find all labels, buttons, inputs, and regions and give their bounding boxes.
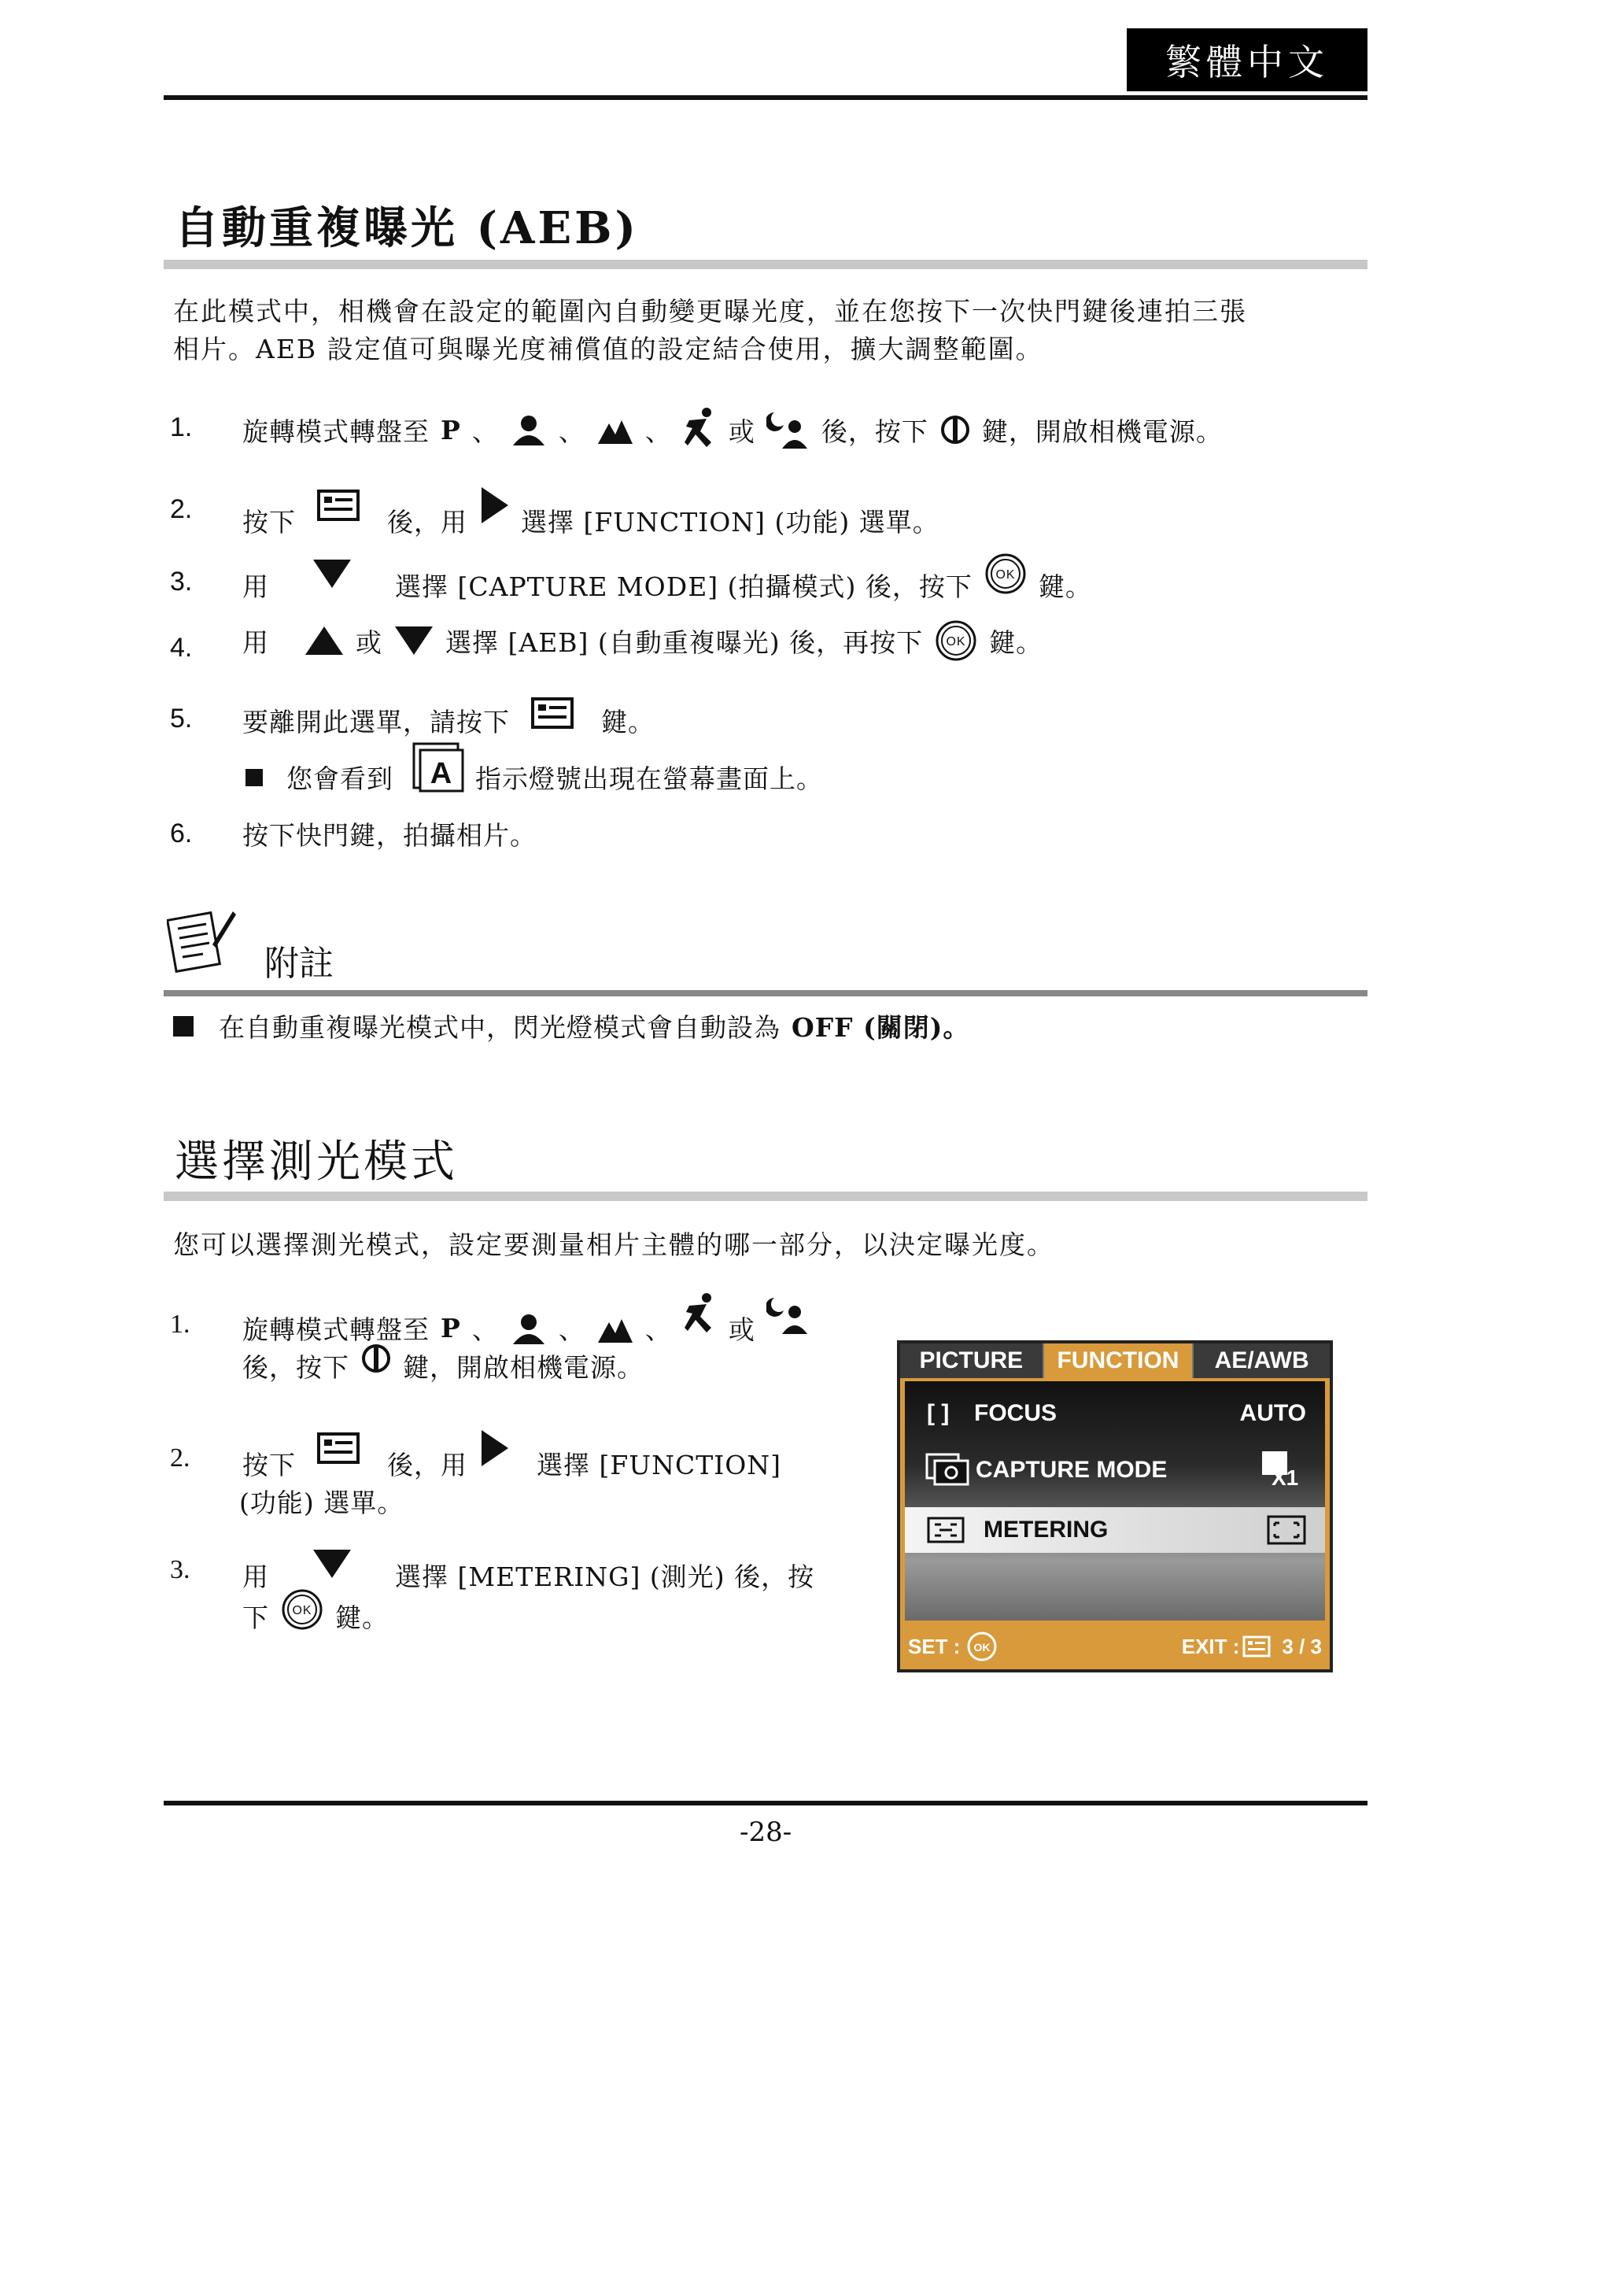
menu-button-icon <box>316 1432 360 1465</box>
menu-button-icon <box>530 697 574 730</box>
ok-button-icon <box>984 552 1028 596</box>
step-text: (功能) 選單。 <box>239 1488 404 1518</box>
or-text: 或 <box>728 416 755 447</box>
ok-button-icon <box>280 1587 324 1632</box>
bullet-text: 您會看到 <box>286 763 393 794</box>
menu-row-label: FOCUS <box>974 1400 1057 1426</box>
step-4 <box>242 619 1043 663</box>
step-2 <box>242 471 939 539</box>
power-icon <box>939 414 971 445</box>
step-text: 選擇 [FUNCTION] <box>537 1450 782 1480</box>
footer-set-label: SET : <box>908 1634 961 1658</box>
menu-button-icon <box>1242 1635 1271 1658</box>
step-text: 鍵。 <box>335 1602 389 1633</box>
down-arrow-icon <box>312 558 352 589</box>
step-1 <box>242 406 1223 453</box>
portrait-mode-icon <box>510 1313 548 1344</box>
program-mode-label: P <box>441 414 461 445</box>
footer-exit-label: EXIT : <box>1181 1634 1240 1658</box>
down-arrow-icon <box>312 1548 352 1580</box>
down-arrow-icon <box>393 625 434 656</box>
intro-text <box>173 293 1247 368</box>
step-text: 按下 <box>242 1450 296 1480</box>
camera-menu-screenshot <box>897 1340 1333 1672</box>
step-text: 旋轉模式轉盤至 <box>242 1314 430 1345</box>
menu-row-focus <box>905 1391 1325 1436</box>
menu-button-icon <box>316 489 360 522</box>
section-rule <box>164 1192 1367 1201</box>
step-text: 下 <box>242 1602 269 1633</box>
landscape-mode-icon <box>596 414 634 445</box>
sports-mode-icon <box>683 406 718 453</box>
sub-bullet <box>245 738 823 796</box>
tab-picture: PICTURE <box>900 1343 1044 1378</box>
bullet-text: 指示燈號出現在螢幕畫面上。 <box>475 763 823 794</box>
step-text: 用 <box>242 571 269 602</box>
step-number: 1. <box>170 1310 190 1339</box>
metering-step-3-cont <box>242 1598 389 1635</box>
step-text: 鍵，開啟相機電源。 <box>981 416 1223 447</box>
header-rule <box>164 95 1367 100</box>
bullet-square <box>245 769 263 786</box>
menu-row-capture-mode <box>905 1447 1325 1493</box>
language-tab: 繁體中文 <box>1127 28 1367 91</box>
note-text-bold: OFF (關閉)。 <box>792 1012 970 1043</box>
right-arrow-icon <box>478 486 510 525</box>
camera-menu-tabs <box>900 1343 1330 1378</box>
sports-mode-icon <box>683 1292 718 1339</box>
step-number: 3. <box>170 567 193 597</box>
step-number: 2. <box>170 494 193 524</box>
metering-step-3 <box>242 1533 814 1594</box>
separator: 、 <box>644 416 672 447</box>
camera-menu-body <box>905 1381 1325 1621</box>
or-text: 或 <box>728 1314 755 1345</box>
step-number: 6. <box>170 819 193 848</box>
up-arrow-icon <box>304 625 345 656</box>
note-text <box>173 1007 969 1044</box>
metering-step-2 <box>242 1414 781 1482</box>
svg-text:A: A <box>430 756 453 790</box>
step-text: 後，用 <box>387 507 467 538</box>
step-text: 按下 <box>242 507 296 538</box>
night-portrait-icon <box>766 1296 810 1334</box>
or-text: 或 <box>356 626 382 658</box>
menu-row-value: AUTO <box>1239 1400 1306 1426</box>
svg-text:OK: OK <box>995 567 1016 582</box>
ok-button-icon <box>934 619 978 663</box>
svg-text:OK: OK <box>946 635 966 649</box>
step-text: 鍵。 <box>1038 571 1092 602</box>
note-pad-icon <box>167 905 238 973</box>
right-arrow-icon <box>478 1428 510 1468</box>
intro-line: 相片。AEB 設定值可與曝光度補償值的設定結合使用，擴大調整範圍。 <box>173 334 1043 364</box>
ok-button-icon <box>966 1631 998 1662</box>
note-text-part: 在自動重複曝光模式中，閃光燈模式會自動設為 <box>219 1012 781 1043</box>
step-number: 1. <box>170 412 193 442</box>
step-text: 選擇 [FUNCTION] (功能) 選單。 <box>521 507 939 538</box>
aeb-indicator-icon <box>412 742 464 793</box>
portrait-mode-icon <box>510 414 548 445</box>
metering-intro: 您可以選擇測光模式，設定要測量相片主體的哪一部分，以決定曝光度。 <box>173 1229 1054 1260</box>
step-text: 選擇 [AEB] (自動重複曝光) 後，再按下 <box>445 626 924 658</box>
focus-bracket-icon: [ ] <box>927 1400 950 1426</box>
bullet-square <box>173 1016 194 1037</box>
page-indicator: 3 / 3 <box>1282 1634 1322 1658</box>
power-icon <box>360 1343 392 1374</box>
step-text: 選擇 [CAPTURE MODE] (拍攝模式) 後，按下 <box>395 571 973 602</box>
separator: 、 <box>471 416 499 447</box>
night-portrait-icon <box>766 411 810 449</box>
camera-menu-footer <box>900 1624 1330 1669</box>
step-text: 後，按下 <box>242 1352 349 1383</box>
step-number: 3. <box>170 1555 190 1584</box>
metering-value-icon <box>1267 1515 1306 1545</box>
separator: 、 <box>471 1314 499 1345</box>
metering-step-1 <box>242 1283 810 1347</box>
step-text: 後，用 <box>387 1450 467 1480</box>
separator: 、 <box>644 1314 672 1345</box>
section-title-metering: 選擇測光模式 <box>175 1136 458 1188</box>
step-number: 5. <box>170 704 193 734</box>
note-title: 附註 <box>264 944 334 984</box>
step-6 <box>242 815 537 852</box>
footer-rule <box>164 1801 1367 1805</box>
step-text: 鍵。 <box>601 707 655 737</box>
step-text: 鍵，開啟相機電源。 <box>403 1352 644 1383</box>
svg-text:OK: OK <box>292 1603 312 1617</box>
metering-multi-icon <box>927 1517 965 1543</box>
step-text: 旋轉模式轉盤至 <box>242 416 430 447</box>
step-text: 選擇 [METERING] (測光) 後，按 <box>395 1561 815 1592</box>
separator: 、 <box>558 1314 585 1345</box>
intro-line: 在此模式中，相機會在設定的範圍內自動變更曝光度，並在您按下一次快門鍵後連拍三張 <box>173 296 1247 327</box>
program-mode-label: P <box>441 1313 461 1343</box>
step-text: 用 <box>242 626 269 658</box>
step-text: 用 <box>242 1561 269 1592</box>
capture-mode-icon <box>925 1453 971 1488</box>
step-text: 後，按下 <box>821 416 928 447</box>
svg-text:OK: OK <box>973 1641 991 1654</box>
single-shot-icon <box>1259 1451 1306 1489</box>
menu-row-value: X1 <box>1272 1465 1299 1490</box>
separator: 、 <box>558 416 585 447</box>
step-text: 鍵。 <box>989 626 1043 658</box>
step-number: 2. <box>170 1443 190 1473</box>
landscape-mode-icon <box>596 1313 634 1344</box>
step-3 <box>242 543 1092 604</box>
menu-row-label: METERING <box>984 1517 1109 1543</box>
section-rule <box>164 260 1367 269</box>
section-title-aeb: 自動重複曝光 (AEB) <box>175 202 639 254</box>
step-number: 4. <box>170 633 193 663</box>
note-rule <box>164 990 1367 996</box>
step-text: 要離開此選單，請按下 <box>242 707 510 737</box>
metering-step-1-cont <box>242 1347 644 1384</box>
tab-ae-awb: AE/AWB <box>1214 1347 1309 1373</box>
tab-function: FUNCTION <box>1044 1343 1194 1378</box>
menu-row-label: CAPTURE MODE <box>976 1457 1168 1483</box>
menu-row-metering <box>905 1507 1325 1553</box>
step-5 <box>242 686 655 739</box>
metering-step-2-cont <box>239 1483 404 1520</box>
step-text: 按下快門鍵，拍攝相片。 <box>242 820 537 851</box>
page-number: -28- <box>740 1816 792 1848</box>
